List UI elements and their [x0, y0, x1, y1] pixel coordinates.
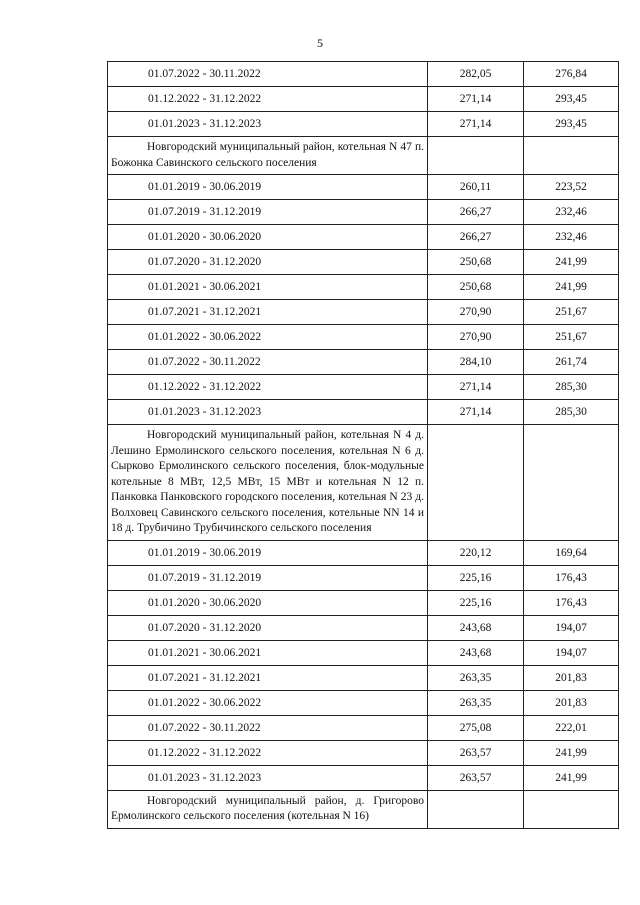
tariff-value-1: 220,12	[428, 540, 524, 565]
tariff-value-1: 260,11	[428, 175, 524, 200]
tariff-value-1: 275,08	[428, 715, 524, 740]
tariff-row	[108, 765, 619, 790]
tariff-value-1: 271,14	[428, 400, 524, 425]
tariff-row	[108, 200, 619, 225]
tariff-value-1: 282,05	[428, 62, 524, 87]
tariff-row	[108, 112, 619, 137]
tariff-value-2: 276,84	[524, 62, 619, 87]
tariff-value-1: 270,90	[428, 300, 524, 325]
period-cell: 01.01.2022 - 30.06.2022	[108, 690, 428, 715]
tariff-row	[108, 615, 619, 640]
tariff-value-2: 232,46	[524, 225, 619, 250]
period-cell: 01.01.2019 - 30.06.2019	[108, 540, 428, 565]
tariff-row	[108, 715, 619, 740]
tariff-row	[108, 590, 619, 615]
section-header-row	[108, 790, 619, 828]
section-title: Новгородский муниципальный район, котельная N 4 д. Лешино Ермолинского сельского поселения, котельная N 6 д. Сырково Ермолинского сельского поселения, блок-модульные котельные 8 МВт, 12,5 МВт, 15 МВт и котельная N 12 п. Панковка Панковского городского поселения, котельная N 23 д. Волховец Савинского сельского поселения, котельные NN 14 и 18 д. Трубичино Трубичинского сельского поселения	[108, 425, 428, 541]
period-cell: 01.01.2022 - 30.06.2022	[108, 325, 428, 350]
tariff-value-2: 194,07	[524, 615, 619, 640]
period-cell: 01.07.2020 - 31.12.2020	[108, 250, 428, 275]
empty-cell	[428, 790, 524, 828]
period-cell: 01.07.2020 - 31.12.2020	[108, 615, 428, 640]
empty-cell	[428, 137, 524, 175]
tariff-value-2: 176,43	[524, 590, 619, 615]
tariff-row	[108, 87, 619, 112]
tariff-value-2: 194,07	[524, 640, 619, 665]
section-title: Новгородский муниципальный район, котельная N 47 п. Божонка Савинского сельского поселения	[108, 137, 428, 175]
empty-cell	[524, 790, 619, 828]
tariff-row	[108, 665, 619, 690]
tariff-value-1: 243,68	[428, 640, 524, 665]
empty-cell	[524, 425, 619, 541]
tariff-value-2: 201,83	[524, 690, 619, 715]
tariff-value-2: 201,83	[524, 665, 619, 690]
period-cell: 01.12.2022 - 31.12.2022	[108, 87, 428, 112]
tariff-value-2: 241,99	[524, 740, 619, 765]
page-number: 5	[317, 36, 323, 50]
tariff-value-1: 263,57	[428, 740, 524, 765]
tariff-row	[108, 540, 619, 565]
empty-cell	[524, 137, 619, 175]
period-cell: 01.01.2021 - 30.06.2021	[108, 640, 428, 665]
tariff-value-1: 263,35	[428, 690, 524, 715]
tariff-value-1: 271,14	[428, 112, 524, 137]
tariff-value-1: 243,68	[428, 615, 524, 640]
tariff-value-1: 225,16	[428, 590, 524, 615]
period-cell: 01.07.2022 - 30.11.2022	[108, 715, 428, 740]
tariff-value-2: 222,01	[524, 715, 619, 740]
tariff-table	[107, 61, 619, 829]
period-cell: 01.01.2023 - 31.12.2023	[108, 112, 428, 137]
section-header-row	[108, 425, 619, 541]
tariff-value-2: 251,67	[524, 300, 619, 325]
period-cell: 01.12.2022 - 31.12.2022	[108, 375, 428, 400]
tariff-row	[108, 300, 619, 325]
period-cell: 01.01.2020 - 30.06.2020	[108, 590, 428, 615]
tariff-value-2: 241,99	[524, 765, 619, 790]
tariff-row	[108, 225, 619, 250]
tariff-value-1: 284,10	[428, 350, 524, 375]
tariff-value-1: 270,90	[428, 325, 524, 350]
period-cell: 01.07.2021 - 31.12.2021	[108, 300, 428, 325]
tariff-row	[108, 400, 619, 425]
tariff-value-2: 293,45	[524, 112, 619, 137]
tariff-value-2: 241,99	[524, 275, 619, 300]
tariff-row	[108, 325, 619, 350]
tariff-value-1: 250,68	[428, 250, 524, 275]
period-cell: 01.01.2023 - 31.12.2023	[108, 765, 428, 790]
period-cell: 01.07.2021 - 31.12.2021	[108, 665, 428, 690]
tariff-value-2: 223,52	[524, 175, 619, 200]
tariff-value-1: 225,16	[428, 565, 524, 590]
tariff-value-1: 250,68	[428, 275, 524, 300]
tariff-row	[108, 62, 619, 87]
period-cell: 01.01.2021 - 30.06.2021	[108, 275, 428, 300]
tariff-row	[108, 740, 619, 765]
period-cell: 01.07.2022 - 30.11.2022	[108, 350, 428, 375]
tariff-row	[108, 640, 619, 665]
tariff-row	[108, 350, 619, 375]
period-cell: 01.01.2019 - 30.06.2019	[108, 175, 428, 200]
tariff-value-2: 169,64	[524, 540, 619, 565]
tariff-value-2: 261,74	[524, 350, 619, 375]
tariff-row	[108, 690, 619, 715]
tariff-value-1: 271,14	[428, 375, 524, 400]
tariff-value-1: 263,57	[428, 765, 524, 790]
tariff-value-2: 176,43	[524, 565, 619, 590]
tariff-value-2: 285,30	[524, 375, 619, 400]
period-cell: 01.07.2019 - 31.12.2019	[108, 200, 428, 225]
tariff-row	[108, 250, 619, 275]
tariff-row	[108, 175, 619, 200]
tariff-value-2: 232,46	[524, 200, 619, 225]
period-cell: 01.01.2023 - 31.12.2023	[108, 400, 428, 425]
period-cell: 01.07.2022 - 30.11.2022	[108, 62, 428, 87]
tariff-table-body	[108, 62, 619, 829]
tariff-value-2: 285,30	[524, 400, 619, 425]
tariff-value-1: 266,27	[428, 225, 524, 250]
tariff-row	[108, 275, 619, 300]
section-title: Новгородский муниципальный район, д. Григорово Ермолинского сельского поселения (котельная N 16)	[108, 790, 428, 828]
period-cell: 01.12.2022 - 31.12.2022	[108, 740, 428, 765]
tariff-value-2: 293,45	[524, 87, 619, 112]
empty-cell	[428, 425, 524, 541]
period-cell: 01.07.2019 - 31.12.2019	[108, 565, 428, 590]
tariff-row	[108, 375, 619, 400]
tariff-value-1: 266,27	[428, 200, 524, 225]
tariff-value-2: 241,99	[524, 250, 619, 275]
tariff-value-1: 271,14	[428, 87, 524, 112]
tariff-value-2: 251,67	[524, 325, 619, 350]
section-header-row	[108, 137, 619, 175]
tariff-value-1: 263,35	[428, 665, 524, 690]
period-cell: 01.01.2020 - 30.06.2020	[108, 225, 428, 250]
tariff-row	[108, 565, 619, 590]
